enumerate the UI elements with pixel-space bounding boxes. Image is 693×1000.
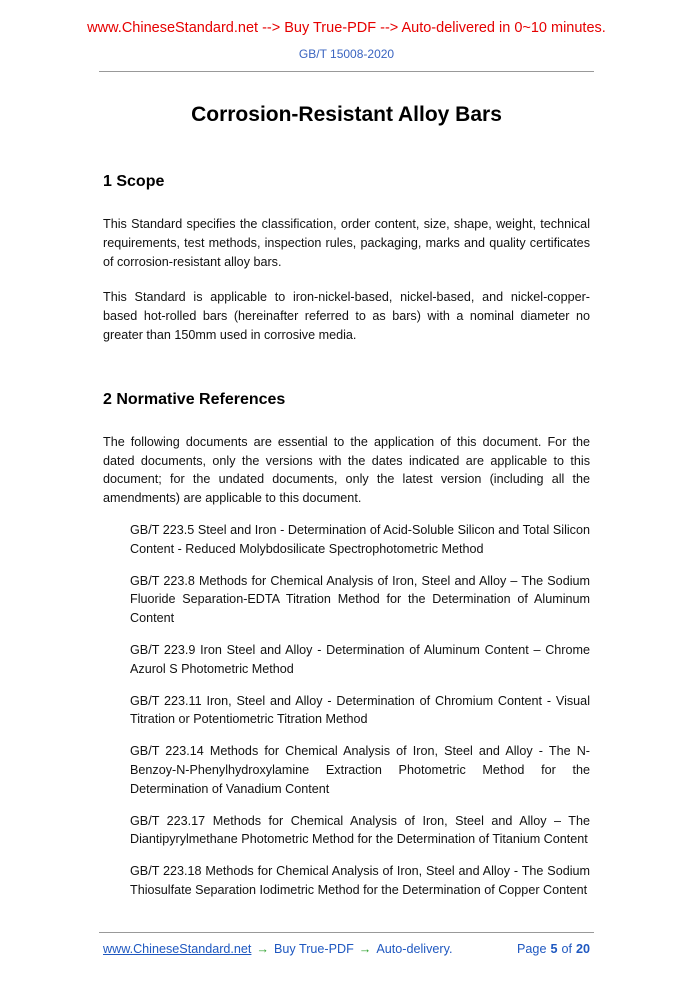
document-body [0,103,693,900]
right-arrow-icon: → [358,942,372,956]
standard-number: GB/T 15008-2020 [298,47,395,61]
footer-delivery-text: Auto-delivery. [376,942,453,956]
reference-item: GB/T 223.11 Iron, Steel and Alloy - Determination of Chromium Content - Visual Titration or Potentiometric Titration Method [130,693,590,727]
section-heading-scope: 1 Scope [103,173,165,190]
document-title: Corrosion-Resistant Alloy Bars [191,103,502,126]
reference-item: GB/T 223.5 Steel and Iron - Determination of Acid-Soluble Silicon and Total Silicon Content - Reduced Molybdosilicate Spectrophotometric Method [130,522,590,556]
document-page [0,20,693,956]
reference-item: GB/T 223.17 Methods for Chemical Analysis of Iron, Steel and Alloy – The Diantipyrylmethane Photometric Method for the Determination of Titanium Content [130,813,590,847]
current-page-number: 5 [550,942,558,956]
footer-buy-text: Buy True-PDF [274,942,354,956]
scope-paragraph: This Standard is applicable to iron-nickel-based, nickel-based, and nickel-copper-based hot-rolled bars (hereinafter referred to as bars) with a nominal diameter no greater than 150mm used in corrosive media. [103,290,590,342]
right-arrow-icon: → [256,942,270,956]
reference-item: GB/T 223.9 Iron Steel and Alloy - Determination of Aluminum Content – Chrome Azurol S Photometric Method [130,642,590,676]
promo-banner: www.ChineseStandard.net --> Buy True-PDF --> Auto-delivered in 0~10 minutes. [87,20,606,36]
of-label: of [561,942,572,956]
reference-item: GB/T 223.18 Methods for Chemical Analysis of Iron, Steel and Alloy - The Sodium Thiosulfate Separation Iodimetric Method for the Determination of Copper Content [130,864,590,897]
footer-site-link[interactable]: www.ChineseStandard.net [103,942,252,956]
reference-item: GB/T 223.8 Methods for Chemical Analysis of Iron, Steel and Alloy – The Sodium Fluoride Separation-EDTA Titration Method for the Determination of Aluminum Content [130,573,590,626]
footer-divider [99,932,594,933]
page-label: Page [517,942,547,956]
reference-item: GB/T 223.14 Methods for Chemical Analysis of Iron, Steel and Alloy - The N-Benzoy-N-Phenylhydroxylamine Extraction Photometric Method for the Determination of Vanadium Content [130,744,590,796]
scope-paragraph: This Standard specifies the classification, order content, size, shape, weight, technical requirements, test methods, inspection rules, packaging, marks and quality certificates of corrosion-resistant alloy bars. [103,217,590,269]
page-footer [0,932,693,956]
header-divider [99,71,594,72]
footer-promo [103,942,452,956]
section-heading-normative-references: 2 Normative References [103,390,286,408]
normative-references-intro: The following documents are essential to the application of this document. For the dated documents, only the versions with the dates indicated are applicable to this document; for the undated documents, only the latest version (including all the amendments) are applicable to this document. [103,434,590,506]
page-indicator [513,942,590,956]
total-page-number: 20 [575,942,590,956]
